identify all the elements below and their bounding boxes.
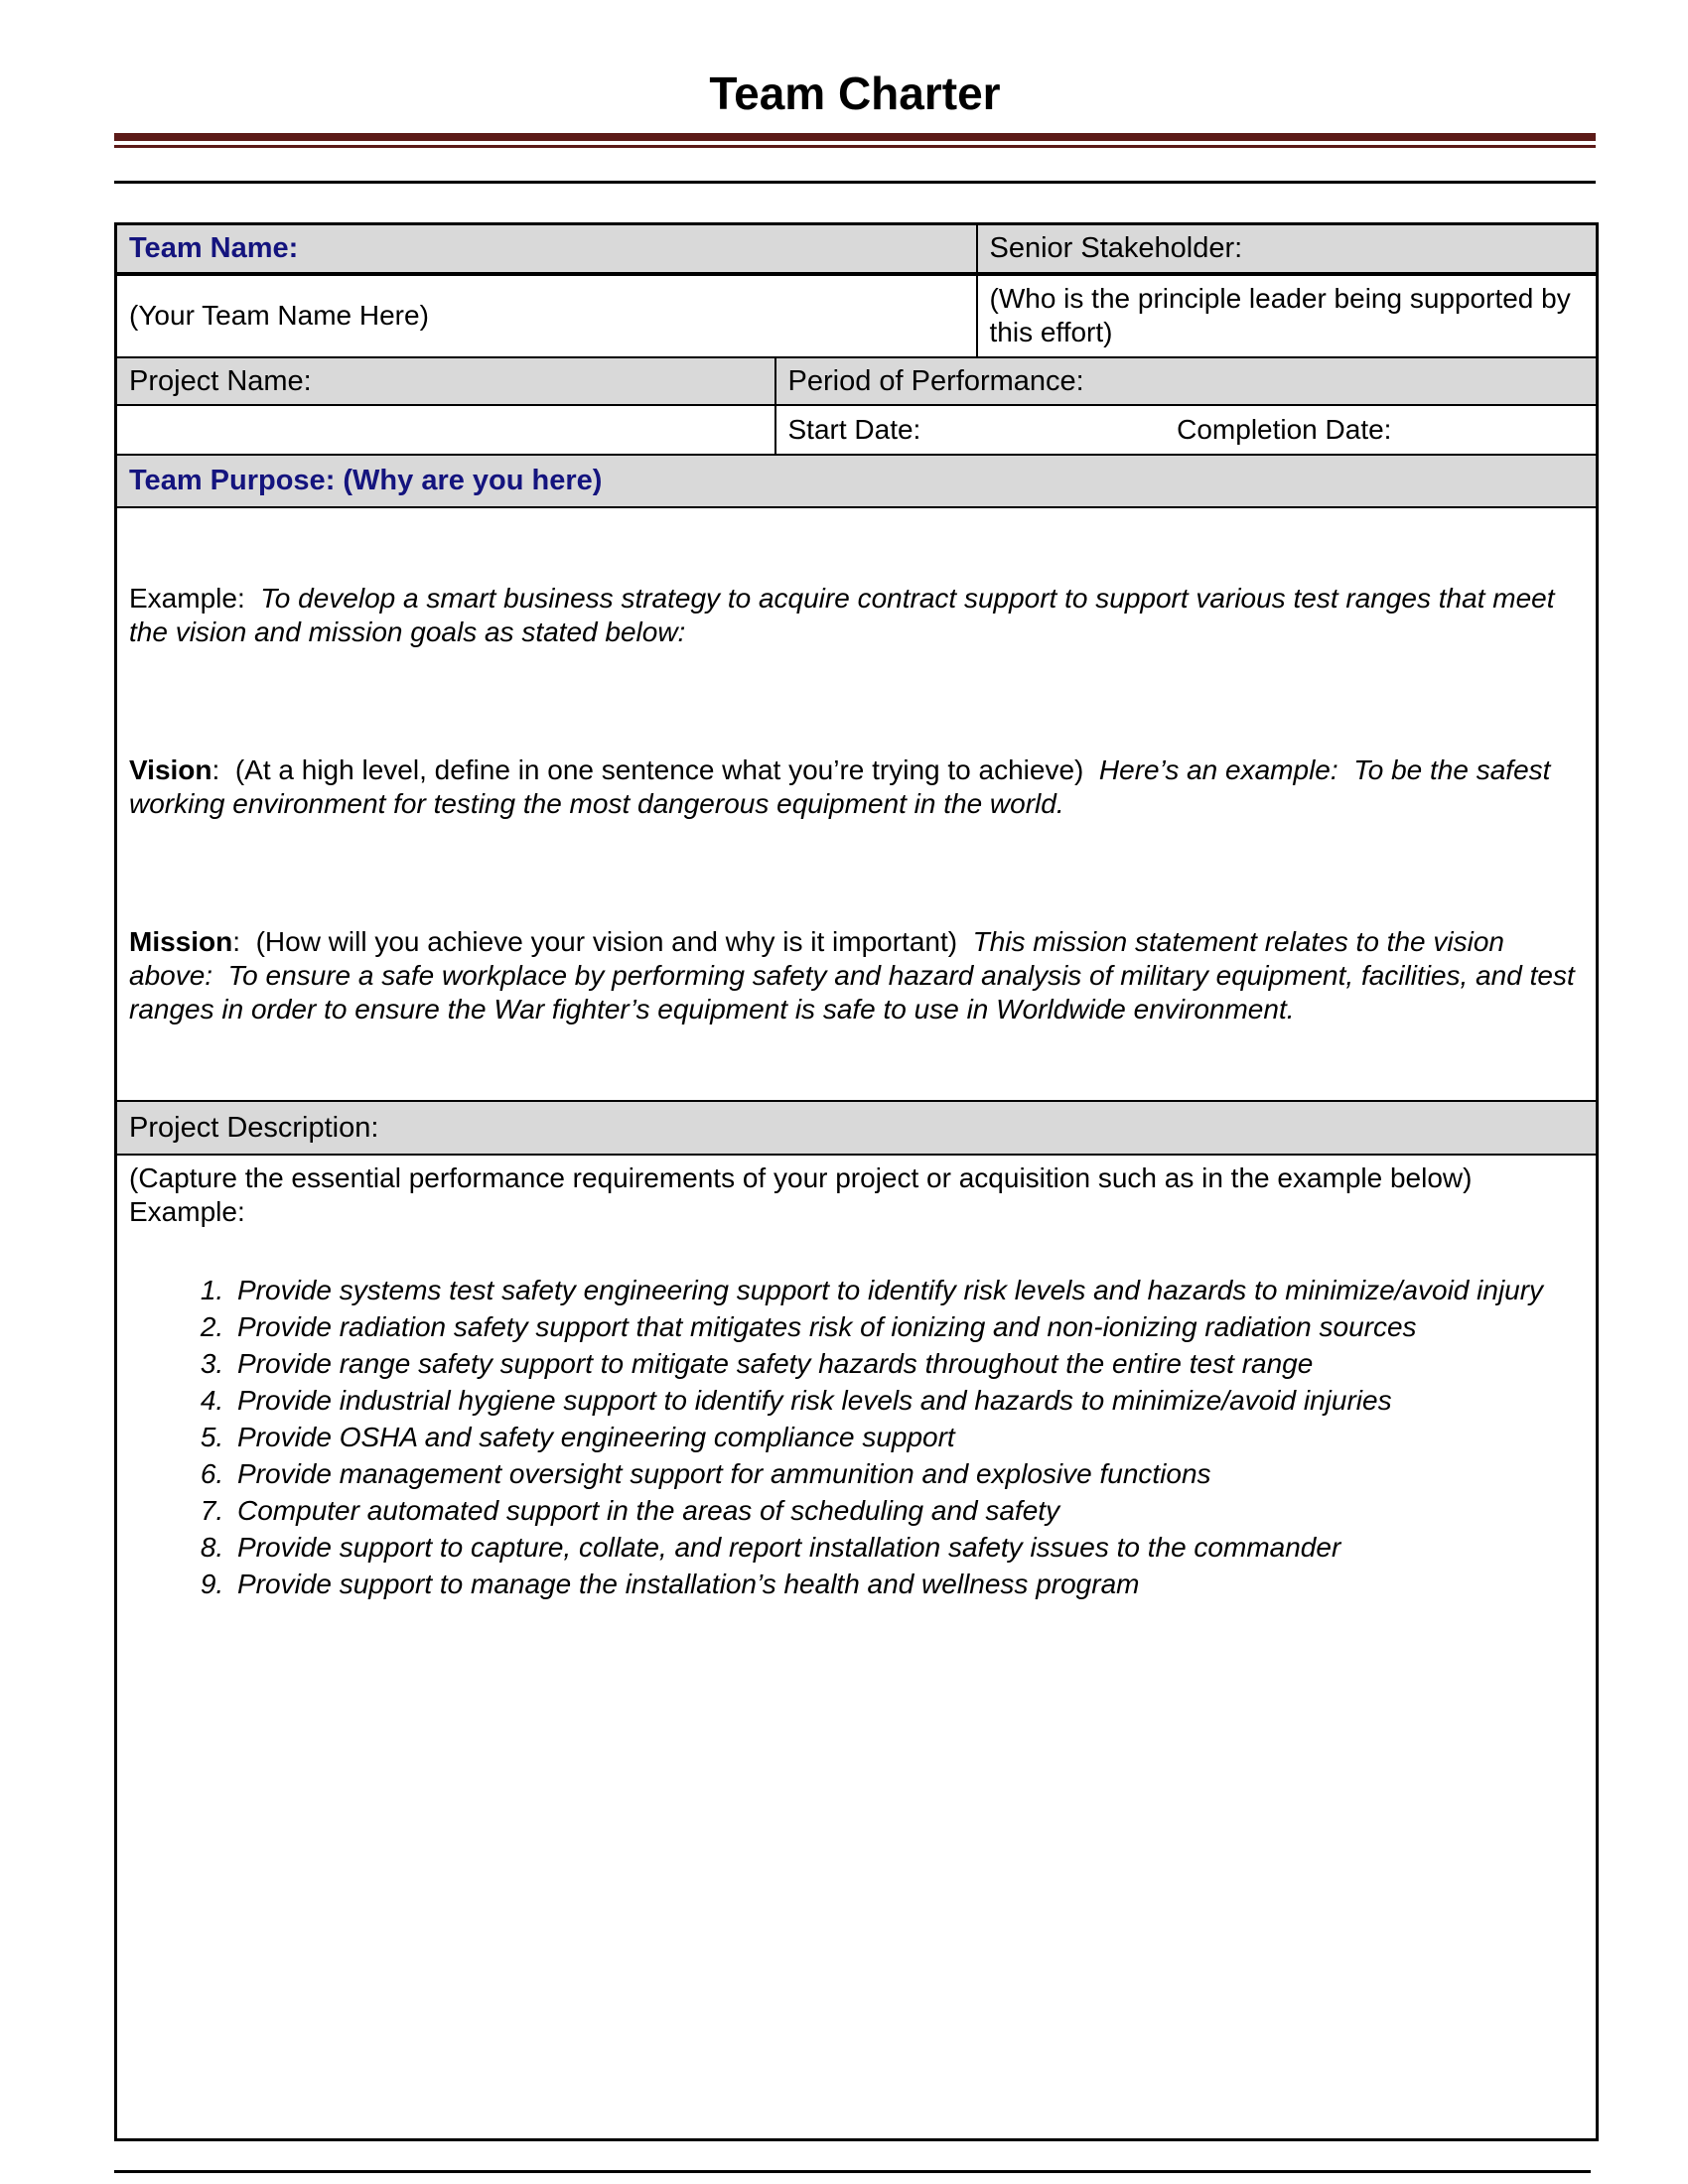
period-of-performance-label: Period of Performance: — [787, 364, 1084, 397]
mission-label: Mission — [129, 925, 233, 957]
list-item: 8. Provide support to capture, collate, and report installation safety issues to the commander — [231, 1529, 1584, 1566]
mission-prompt: : (How will you achieve your vision and why is it important) — [232, 925, 973, 957]
team-purpose-header-cell — [116, 455, 1598, 507]
list-item: 6. Provide management oversight support for ammunition and explosive functions — [231, 1455, 1584, 1492]
header-divider-rule — [114, 181, 1596, 184]
value-row-team-name — [116, 274, 1598, 357]
page-content — [114, 0, 1596, 2173]
list-item: 7. Computer automated support in the areas of scheduling and safety — [231, 1492, 1584, 1529]
description-hint: (Capture the essential performance requirements of your project or acquisition such as in the example below) — [129, 1161, 1473, 1193]
period-of-performance-header-cell — [775, 357, 1598, 405]
vision-label: Vision — [129, 753, 212, 785]
period-dates-cell[interactable] — [775, 405, 1598, 455]
project-name-header-cell — [116, 357, 775, 405]
team-name-header-cell — [116, 224, 977, 274]
project-description-content-cell[interactable] — [116, 1155, 1598, 2140]
team-purpose-content-cell[interactable] — [116, 507, 1598, 1101]
senior-stakeholder-hint: (Who is the principle leader being supported by this effort) — [989, 282, 1571, 347]
description-list — [129, 1272, 1584, 1602]
list-item: 4. Provide industrial hygiene support to identify risk levels and hazards to minimize/avoid injuries — [231, 1382, 1584, 1419]
team-name-placeholder: (Your Team Name Here) — [129, 300, 429, 331]
senior-stakeholder-label: Senior Stakeholder: — [989, 232, 1243, 265]
team-name-value-cell[interactable] — [116, 274, 977, 357]
start-date-label: Start Date: — [787, 413, 921, 445]
purpose-example-paragraph — [129, 582, 1584, 649]
header-row-team-name — [116, 224, 1598, 274]
document-title: Team Charter — [709, 68, 1001, 119]
purpose-example-label: Example: — [129, 582, 245, 614]
project-description-header-cell — [116, 1101, 1598, 1155]
content-row-team-purpose — [116, 507, 1598, 1101]
vision-example-text: Here’s an example: To be the safest working environment for testing the most dangerous equipment in the world. — [129, 753, 1559, 819]
list-item: 3. Provide range safety support to mitigate safety hazards throughout the entire test range — [231, 1345, 1584, 1382]
list-item: 1. Provide systems test safety engineering support to identify risk levels and hazards to minimize/avoid injury — [231, 1272, 1584, 1308]
footer-divider-rule — [114, 2170, 1591, 2173]
team-name-label: Team Name: — [129, 232, 299, 265]
title-underline-thick-bar — [114, 133, 1596, 141]
team-purpose-heading: Team Purpose: (Why are you here) — [129, 465, 603, 496]
completion-date-label: Completion Date: — [1177, 413, 1392, 445]
project-name-value-cell[interactable] — [116, 405, 775, 455]
senior-stakeholder-header-cell — [977, 224, 1598, 274]
mission-example-text: This mission statement relates to the vision above: To ensure a safe workplace by performing safety and hazard analysis of military equipment, facilities, and test ranges in order to ensure the War fighter’s equipment is safe to use in Worldwide environment. — [129, 925, 1583, 1024]
project-name-label: Project Name: — [129, 364, 312, 397]
list-item: 5. Provide OSHA and safety engineering compliance support — [231, 1419, 1584, 1455]
title-underline-thin-bar — [114, 145, 1596, 148]
description-example-label: Example: — [129, 1195, 245, 1227]
header-row-project-description — [116, 1101, 1598, 1155]
mission-paragraph — [129, 925, 1584, 1026]
project-description-heading: Project Description: — [129, 1111, 379, 1144]
value-row-project-name — [116, 405, 1598, 455]
senior-stakeholder-hint-cell[interactable] — [977, 274, 1598, 357]
content-row-project-description — [116, 1155, 1598, 2140]
list-item: 2. Provide radiation safety support that mitigates risk of ionizing and non-ionizing radiation sources — [231, 1308, 1584, 1345]
vision-paragraph — [129, 753, 1584, 821]
header-row-project-name — [116, 357, 1598, 405]
header-row-team-purpose — [116, 455, 1598, 507]
team-charter-table — [114, 222, 1599, 2141]
title-underline-rule — [114, 133, 1596, 148]
vision-prompt: : (At a high level, define in one sentence what you’re trying to achieve) — [211, 753, 1099, 785]
list-item: 9. Provide support to manage the installation’s health and wellness program — [231, 1566, 1584, 1602]
purpose-example-text: To develop a smart business strategy to acquire contract support to support various test ranges that meet the vision and mission goals as stated below: — [129, 582, 1563, 647]
